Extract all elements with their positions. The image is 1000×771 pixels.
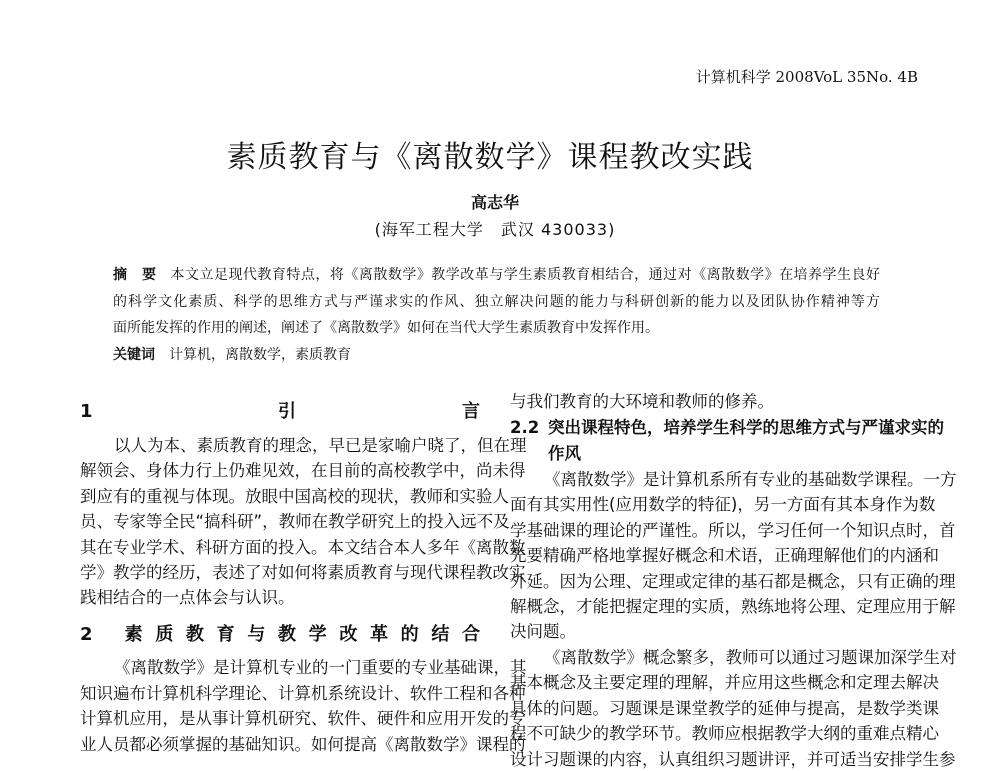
- subsection-heading: [510, 417, 944, 439]
- subsection-title: 作风: [548, 444, 581, 463]
- abstract-line: [113, 265, 880, 285]
- paragraph-line: 以人为本、素质教育的理念，早已是家喻户晓了，但在理: [114, 436, 527, 455]
- paragraph-line: 与我们教育的大环境和教师的修养。: [510, 392, 774, 411]
- paragraph-line: 解概念，才能把握定理的实质，熟练地将公理、定理应用于解: [510, 597, 956, 616]
- paragraph-line: 先要精确严格地掌握好概念和术语，正确理解他们的内涵和: [510, 546, 939, 565]
- journal-info: 计算机科学 2008VoL 35No. 4B: [695, 68, 918, 86]
- keywords: [113, 345, 880, 365]
- affiliation: (海军工程大学 武汉 430033): [374, 220, 616, 239]
- paragraph-line: 到应有的重视与体现。放眼中国高校的现状，教师和实验人: [80, 487, 509, 506]
- paragraph-line: 面有其实用性(应用数学的特征)，另一方面有其本身作为数: [510, 495, 936, 514]
- paragraph-line: 知识遍布计算机科学理论、计算机系统设计、软件工程和各种: [80, 684, 526, 703]
- paragraph-line: 《离散数学》是计算机专业的一门重要的专业基础课，其: [114, 658, 527, 677]
- section-number: 2: [80, 624, 93, 645]
- abstract-text: 本文立足现代教育特点，将《离散数学》教学改革与学生素质教育相结合，通过对《离散数学》在培养学生良好: [170, 267, 881, 283]
- paragraph-line: 业人员都必须掌握的基础知识。如何提高《离散数学》课程的: [80, 735, 526, 754]
- author: 高志华: [470, 193, 519, 212]
- paragraph-line: 践相结合的一点体会与认识。: [80, 588, 295, 607]
- section-number: 1: [80, 401, 93, 422]
- paragraph-line: 《离散数学》概念繁多，教师可以通过习题课加深学生对: [544, 648, 957, 667]
- section-title: 引言: [112, 401, 480, 422]
- keywords-text: 计算机，离散数学，素质教育: [169, 347, 351, 363]
- section-title: 素质教育与教学改革的结合: [112, 624, 480, 645]
- paper-title: 素质教育与《离散数学》课程教改实践: [226, 140, 754, 175]
- paragraph-line: 其在专业学术、科研方面的投入。本文结合本人多年《离散数: [80, 538, 526, 557]
- paragraph-line: 程不可缺少的教学环节。教师应根据教学大纲的重难点精心: [510, 724, 939, 743]
- abstract-line: 面所能发挥的作用的阐述，阐述了《离散数学》如何在当代大学生素质教育中发挥作用。: [113, 320, 659, 336]
- paragraph-line: 计算机应用，是从事计算机研究、软件、硬件和应用开发的专: [80, 709, 526, 728]
- subsection-number: 2.2: [510, 418, 540, 437]
- paragraph-line: 学》教学的经历，表述了对如何将素质教育与现代课程教改实: [80, 563, 526, 582]
- abstract-label: 摘 要: [113, 267, 157, 283]
- paragraph-line: 设计习题课的内容，认真组织习题讲评，并可适当安排学生参: [510, 750, 956, 769]
- subsection-heading-cont: [510, 443, 910, 465]
- paragraph-line: 具体的问题。习题课是课堂教学的延伸与提高，是数学类课: [510, 699, 939, 718]
- section-heading: [80, 623, 480, 647]
- paragraph-line: 基本概念及主要定理的理解，并应用这些概念和定理去解决: [510, 673, 939, 692]
- paragraph-line: 学基础课的理论的严谨性。所以，学习任何一个知识点时，首: [510, 521, 956, 540]
- subsection-title: 突出课程特色，培养学生科学的思维方式与严谨求实的: [548, 418, 944, 437]
- paragraph-line: 外延。因为公理、定理或定律的基石都是概念，只有正确的理: [510, 572, 956, 591]
- section-heading: [80, 400, 480, 424]
- keywords-label: 关键词: [113, 347, 155, 363]
- paragraph-line: 《离散数学》是计算机系所有专业的基础数学课程。一方: [544, 470, 957, 489]
- paragraph-line: 解领会、身体力行上仍难见效，在目前的高校教学中，尚未得: [80, 461, 526, 480]
- abstract-line: 的科学文化素质、科学的思维方式与严谨求实的作风、独立解决问题的能力与科研创新的能力以及团队协作精神等方: [113, 294, 880, 310]
- paragraph-line: 员、专家等全民“搞科研”，教师在教学研究上的投入远不及: [80, 512, 510, 531]
- paragraph-line: 决问题。: [510, 622, 576, 641]
